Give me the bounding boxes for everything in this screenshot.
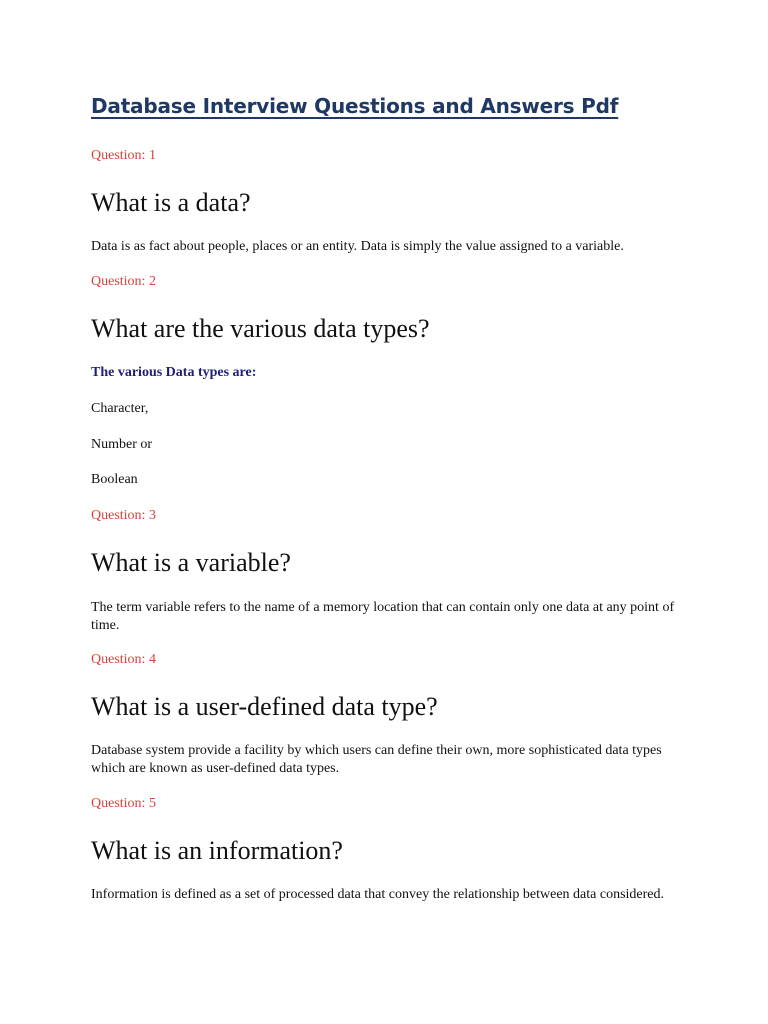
question-2-label: Question: 2: [91, 274, 156, 289]
question-4-label: Question: 4: [91, 652, 156, 667]
question-4-answer: Database system provide a facility by which users can define their own, more sophisticated data types which are known as user-defined data types.: [91, 743, 662, 776]
question-5-answer: Information is defined as a set of processed data that convey the relationship between data considered.: [91, 887, 665, 902]
data-type-item: Boolean: [91, 472, 138, 487]
question-4-heading: What is a user-defined data type?: [91, 692, 438, 721]
question-3-answer: The term variable refers to the name of a memory location that can contain only one data at any point of time.: [91, 600, 675, 633]
question-5-label: Question: 5: [91, 796, 156, 811]
document-title: Database Interview Questions and Answers Pdf: [91, 94, 619, 118]
question-1-answer: Data is as fact about people, places or an entity. Data is simply the value assigned to a variable.: [91, 239, 624, 254]
question-2-heading: What are the various data types?: [91, 314, 430, 343]
data-type-item: Character,: [91, 401, 149, 416]
question-3-heading: What is a variable?: [91, 548, 291, 577]
question-1-heading: What is a data?: [91, 188, 251, 217]
question-3-label: Question: 3: [91, 508, 156, 523]
data-types-subheading: The various Data types are:: [91, 365, 257, 380]
question-1-label: Question: 1: [91, 148, 156, 163]
data-type-item: Number or: [91, 437, 153, 452]
question-5-heading: What is an information?: [91, 836, 343, 865]
